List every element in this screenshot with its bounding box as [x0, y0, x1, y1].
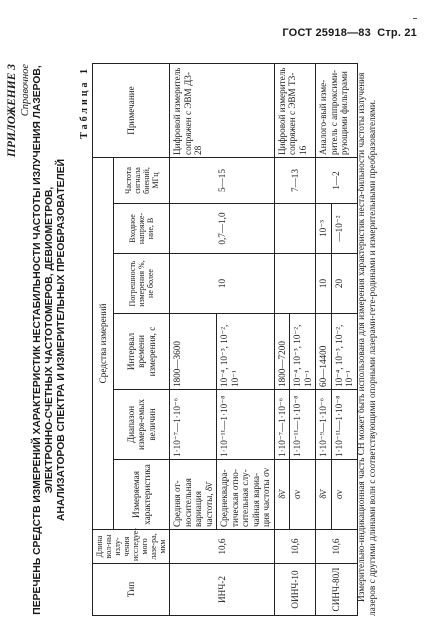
cell-voltage	[274, 204, 316, 254]
header-frequency: Частота сигнала биений, МГц	[114, 157, 170, 203]
header-range: Диапазон измеря-емых величин	[114, 390, 170, 460]
cell-note: Цифровой измеритель сопряжен с ЭВМ Д3-28	[170, 63, 275, 157]
table-header-row	[93, 63, 114, 615]
header-error: Погрешность измерения %, не более	[114, 254, 170, 314]
cell-characteristic: σν	[290, 460, 316, 530]
header-characteristic: Измеряемая характеристика	[114, 460, 170, 530]
header-group: Средства измерений	[93, 157, 114, 529]
cell-error: 20	[331, 254, 357, 314]
page-number: Стр. 21	[377, 27, 417, 39]
cell-type: ОИНЧ-10	[274, 564, 316, 616]
cell-interval: 10⁻⁴, 10⁻³, 10⁻², 10⁻¹	[217, 314, 275, 390]
cell-frequency: 1—2	[316, 157, 358, 203]
cell-range: 1·10⁻¹¹—1·10⁻⁸	[331, 390, 357, 460]
title-line-2: ЭЛЕКТРОННО-СЧЕТНЫХ ЧАСТОТОМЕРОВ, ДЕВИОМЕТРОВ,	[44, 186, 55, 494]
measurement-table	[92, 63, 358, 616]
cell-wavelength: 10,6	[170, 530, 275, 564]
cell-error	[274, 254, 316, 314]
cell-characteristic: Среднеквадра-тическая отно-сительная слу-чайная вариа-ция частоты σν	[217, 460, 275, 530]
page-mark	[413, 18, 417, 19]
cell-range: 1·10⁻⁷—1·10⁻⁶	[274, 390, 290, 460]
cell-voltage: —10⁻²	[331, 204, 357, 254]
cell-voltage: 10⁻³	[316, 204, 332, 254]
cell-range: 1·10⁻⁹—1·10⁻⁶	[316, 390, 332, 460]
cell-type: СИНЧ-80Л	[316, 564, 358, 616]
table-row	[170, 63, 217, 615]
title-line-1: ПЕРЕЧЕНЬ СРЕДСТВ ИЗМЕРЕНИЙ ХАРАКТЕРИСТИК НЕСТАБИЛЬНОСТИ ЧАСТОТЫ ИЗЛУЧЕНИЯ ЛАЗЕРОВ,	[32, 65, 43, 615]
table-row	[274, 63, 290, 615]
header-wavelength: Длина вол-ны излу-чения исследуе-мого лазе-ра, мкм	[93, 530, 170, 564]
cell-error: 10	[316, 254, 332, 314]
cell-wavelength: 10,6	[274, 530, 316, 564]
cell-range: 1·10⁻¹¹—1·10⁻⁸	[290, 390, 316, 460]
header-type: Тип	[93, 564, 170, 616]
cell-interval: 1800—3600	[170, 314, 217, 390]
cell-frequency: 7—13	[274, 157, 316, 203]
cell-interval: 10⁻⁴, 10⁻³, 10⁻², 10⁻¹	[331, 314, 357, 390]
cell-note: Аналого-вый изме-ритель с аппроксими-рующими фильтрами	[316, 63, 358, 157]
cell-range: 1·10⁻⁷—1·10⁻⁶	[170, 390, 217, 460]
rotated-page-content	[5, 60, 415, 620]
cell-type: ИНЧ-2	[170, 564, 275, 616]
cell-characteristic: σν	[331, 460, 357, 530]
cell-interval: 1800—7200	[274, 314, 290, 390]
document-title	[32, 60, 68, 620]
appendix-label: ПРИЛОЖЕНИЕ 3	[6, 64, 18, 158]
cell-voltage: 0,7—1,0	[170, 204, 275, 254]
cell-wavelength: 10,6	[316, 530, 358, 564]
appendix-status: Справочное	[20, 64, 31, 117]
cell-error: 10	[170, 254, 275, 314]
header-interval: Интервал времени измерения, с	[114, 314, 170, 390]
cell-note: Цифровой измеритель сопряжен с ЭВМ Т3-16	[274, 63, 316, 157]
table-label: Таблица 1	[79, 66, 90, 139]
header-note: Примечание	[93, 63, 170, 157]
cell-interval: 10⁻⁴, 10⁻³, 10⁻², 10⁻¹	[290, 314, 316, 390]
cell-characteristic: Средняя от-носительная вариация частоты, δ̄ν̄	[170, 460, 217, 530]
page-header	[279, 27, 417, 39]
header-voltage: Входное напряже-ние, В	[114, 204, 170, 254]
gost-number: ГОСТ 25918—83	[282, 27, 371, 39]
cell-interval: 60—14400	[316, 314, 332, 390]
cell-range: 1·10⁻¹¹—1·10⁻⁸	[217, 390, 275, 460]
cell-characteristic: δ̄ν̄	[274, 460, 290, 530]
cell-frequency: 5—15	[170, 157, 275, 203]
footnote: Измерительно-индикационная часть СН может быть использована для измерения характеристик неста-бильности частоты излучения лазеров с другими длинами волн с соответствующими опорными лазерами-гете-родинами и измерительными преобразователями.	[357, 72, 378, 616]
title-line-3: АНАЛИЗАТОРОВ СПЕКТРА И ИЗМЕРИТЕЛЬНЫХ ПРЕОБРАЗОВАТЕЛЕЙ	[56, 159, 67, 521]
table-row	[316, 63, 332, 615]
cell-characteristic: δ̄ν̄	[316, 460, 332, 530]
